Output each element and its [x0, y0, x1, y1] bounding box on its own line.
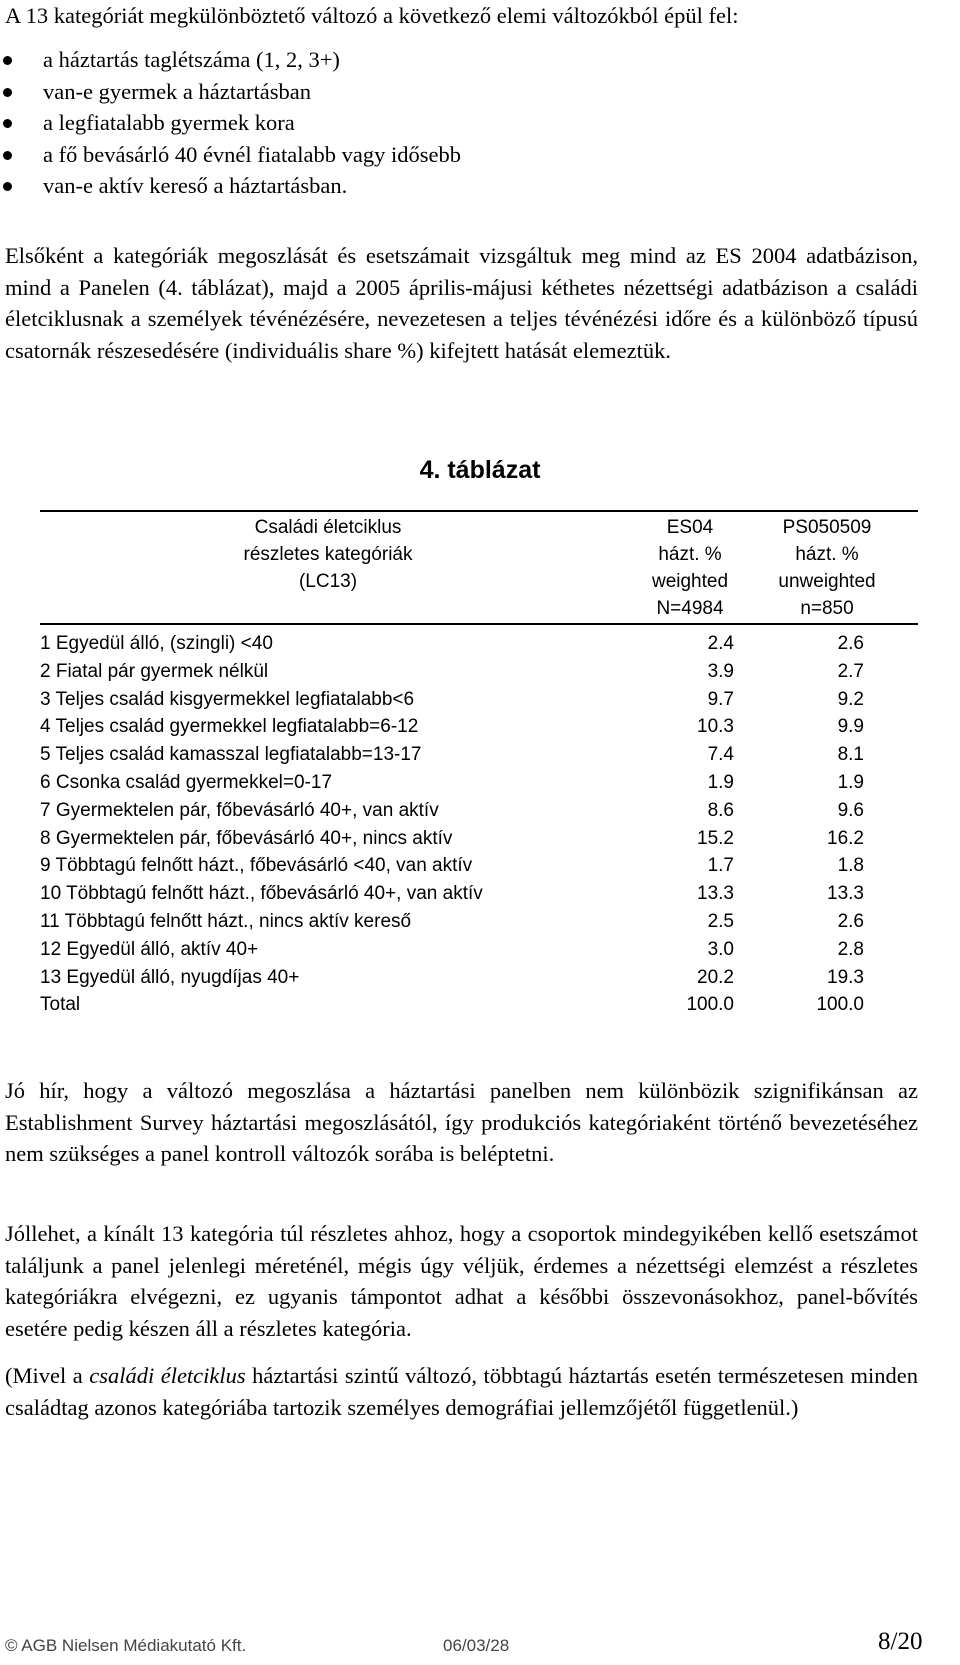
table-title: 4. táblázat — [419, 456, 541, 484]
row-label: 13 Egyedül álló, nyugdíjas 40+ — [40, 966, 300, 988]
row-label: 12 Egyedül álló, aktív 40+ — [40, 938, 259, 960]
table-row — [40, 797, 918, 825]
table-row — [40, 713, 918, 741]
table-row — [40, 908, 918, 936]
row-label: 8 Gyermektelen pár, főbevásárló 40+, nincs aktív — [40, 827, 453, 849]
es04-value: 2.4 — [707, 633, 734, 654]
ps-value: 19.3 — [827, 966, 864, 988]
ps-value: 2.8 — [837, 938, 864, 960]
row-label: Total — [40, 994, 81, 1016]
es04-value: 9.7 — [707, 688, 734, 710]
row-label: 1 Egyedül álló, (szingli) <40 — [40, 633, 273, 654]
list-item — [0, 76, 461, 108]
paragraph-categories: Jóllehet, a kínált 13 kategória túl részletes ahhoz, hogy a csoportok mindegyikében kellő esetszámot találjunk a panel jelenlegi méreténél, mégis úgy véljük, érdemes a nézettségi elemzést a részletes kategóriákra elvégezni, ez ugyanis támpontot adhat a későbbi összevonásokhoz, panel-bővítés esetére pedig készen áll a részletes kategória. — [5, 1221, 918, 1341]
table-row-total — [40, 991, 918, 1019]
es04-value: 10.3 — [697, 716, 734, 738]
bullet-icon — [3, 182, 12, 191]
header-text: unweighted — [778, 571, 876, 592]
list-item-text: van-e aktív kereső a háztartásban. — [43, 173, 348, 198]
ps-value: 16.2 — [827, 827, 864, 849]
list-item-text: a fő bevásárló 40 évnél fiatalabb vagy idősebb — [43, 141, 461, 167]
list-item — [0, 44, 461, 76]
es04-value: 13.3 — [697, 883, 734, 905]
intro-text: A 13 kategóriát megkülönböztető változó a következő elemi változókból épül fel: — [5, 3, 739, 28]
es04-value: 1.9 — [707, 771, 734, 793]
page-footer — [0, 1618, 960, 1658]
row-label: 2 Fiatal pár gyermek nélkül — [40, 660, 269, 682]
list-item — [0, 139, 461, 171]
es04-value: 20.2 — [697, 966, 734, 988]
note-text-end: háztartási szintű változó, többtagú háztartás esetén természetesen minden családtag azonos kategóriába tartozik személyes demográfiai jellemzőjétől függetlenül.) — [5, 1363, 918, 1420]
ps-value: 9.9 — [837, 716, 864, 738]
header-text: házt. % — [795, 544, 859, 565]
header-text: ES04 — [666, 517, 714, 538]
es04-value: 15.2 — [697, 827, 734, 849]
header-text: PS050509 — [782, 517, 872, 538]
list-item — [0, 107, 461, 139]
ps-value: 9.6 — [837, 799, 864, 821]
table-row — [40, 658, 918, 686]
row-label: 5 Teljes család kamasszal legfiatalabb=13-17 — [40, 744, 422, 766]
row-label: 9 Többtagú felnőtt házt., főbevásárló <40, van aktív — [40, 855, 473, 877]
bullet-icon — [3, 56, 12, 65]
bullet-icon — [3, 88, 12, 97]
table-top-rule — [40, 510, 918, 512]
ps-value: 13.3 — [827, 883, 864, 905]
table-header-label — [218, 514, 438, 595]
ps-value: 8.1 — [837, 744, 864, 766]
table-row — [40, 769, 918, 797]
list-item-text: a legfiatalabb gyermek kora — [43, 110, 295, 135]
list-item-text: a háztartás taglétszáma (1, 2, 3+) — [43, 47, 340, 72]
row-label: 10 Többtagú felnőtt házt., főbevásárló 40+, van aktív — [40, 883, 483, 905]
note-text-start: (Mivel a — [5, 1363, 90, 1388]
table-row — [40, 880, 918, 908]
table-header-es04 — [620, 514, 760, 622]
row-label: 3 Teljes család kisgyermekkel legfiatalabb<6 — [40, 688, 415, 710]
paragraph-analysis: Elsőként a kategóriák megoszlását és esetszámait vizsgáltuk meg mind az ES 2004 adatbázison, mind a Panelen (4. táblázat), majd a 2005 április-májusi kéthetes nézettségi adatbázison a családi életciklusnak a személyek tévénézésére, nevezetesen a teljes tévénézési időre és a különböző típusú csatornák részesedésére (individuális share %) kifejtett hatását elemeztük. — [5, 243, 918, 363]
header-text: Családi életciklus — [254, 517, 402, 538]
header-text: részletes kategóriák — [243, 544, 413, 565]
table-row — [40, 852, 918, 880]
row-label: 6 Csonka család gyermekkel=0-17 — [40, 771, 333, 793]
ps-value: 9.2 — [837, 688, 864, 710]
note-text-italic: családi életciklus — [89, 1363, 246, 1388]
footer-page-number: 8/20 — [878, 1628, 923, 1655]
table-row — [40, 630, 918, 658]
table-row — [40, 741, 918, 769]
row-label: 4 Teljes család gyermekkel legfiatalabb=6-12 — [40, 716, 419, 738]
header-text: N=4984 — [656, 598, 724, 619]
es04-value: 3.0 — [707, 938, 734, 960]
ps-value: 100.0 — [816, 994, 864, 1016]
es04-value: 2.5 — [707, 910, 734, 932]
header-text: weighted — [651, 571, 729, 592]
table-header-ps — [742, 514, 912, 622]
es04-value: 100.0 — [686, 994, 734, 1016]
bullet-icon — [3, 119, 12, 128]
variable-list — [0, 44, 461, 202]
table-row — [40, 686, 918, 714]
footer-date: 06/03/28 — [443, 1636, 510, 1655]
es04-value: 8.6 — [707, 799, 734, 821]
header-text: n=850 — [800, 598, 854, 619]
row-label: 11 Többtagú felnőtt házt., nincs aktív kereső — [40, 910, 412, 932]
row-label: 7 Gyermektelen pár, főbevásárló 40+, van aktív — [40, 799, 439, 821]
list-item — [0, 170, 461, 202]
ps-value: 2.7 — [837, 660, 864, 682]
paragraph-note — [5, 1360, 918, 1423]
paragraph-good-news: Jó hír, hogy a változó megoszlása a háztartási panelben nem különbözik szignifikánsan az Establishment Survey háztartási megoszlásától, így produkciós kategóriaként történő bevezetéséhez nem szükséges a panel kontroll változók sorába is beléptetni. — [5, 1078, 918, 1166]
footer-company: © AGB Nielsen Médiakutató Kft. — [5, 1636, 247, 1655]
table-header-rule — [40, 623, 918, 625]
list-item-text: van-e gyermek a háztartásban — [43, 78, 311, 104]
ps-value: 1.9 — [837, 771, 864, 793]
table-row — [40, 936, 918, 964]
header-text: (LC13) — [298, 571, 358, 592]
es04-value: 7.4 — [707, 744, 734, 766]
table-body — [40, 630, 918, 1019]
ps-value: 2.6 — [837, 633, 864, 654]
ps-value: 1.8 — [837, 855, 864, 877]
es04-value: 1.7 — [707, 855, 734, 877]
bullet-icon — [3, 151, 12, 160]
es04-value: 3.9 — [707, 660, 734, 682]
header-text: házt. % — [658, 544, 722, 565]
table-row — [40, 964, 918, 992]
table-row — [40, 825, 918, 853]
ps-value: 2.6 — [837, 910, 864, 932]
